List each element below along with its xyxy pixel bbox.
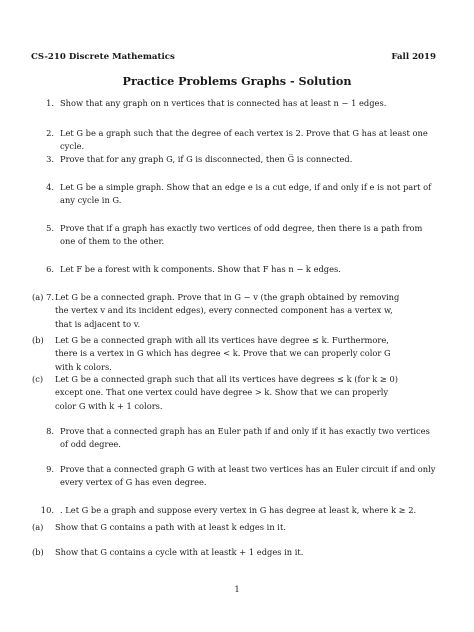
problem-text: Let G be a simple graph. Show that an edge e is a cut edge, if and only if e is not part of any cycle in G. — [60, 182, 432, 206]
problem-text: Prove that a connected graph has an Euler path if and only if it has exactly two vertices of odd degree. — [60, 426, 430, 450]
part-text: Let G be a connected graph. Prove that in G − v (the graph obtained by removing the vertex v and its incident edges), every connected component has a vertex w, that is adjacent to v. — [55, 292, 400, 329]
problem-text: Let F be a forest with k components. Show that F has n − k edges. — [60, 264, 341, 274]
part-text: Let G be a connected graph such that all its vertices have degrees ≤ k (for k ≥ 0) except one. That one vertex could have degree > k. Show that we can properly color G with k + 1 colors. — [55, 374, 398, 411]
problem-number: 7. — [46, 292, 54, 302]
problem-3 — [30, 153, 440, 166]
part-label: (a) — [32, 292, 44, 302]
document-title: Practice Problems Graphs - Solution — [122, 74, 352, 88]
part-label: (c) — [32, 374, 44, 384]
course-name: CS-210 Discrete Mathematics — [31, 52, 175, 62]
page-number: 1 — [234, 584, 240, 594]
problem-text: Prove that for any graph G, if G is disconnected, then G̅ is connected. — [60, 154, 353, 164]
problem-number: 2. — [46, 128, 54, 138]
problem-text: Show that any graph on n vertices that is connected has at least n − 1 edges. — [60, 98, 387, 108]
problem-number: 10. — [40, 505, 54, 515]
problem-9 — [30, 463, 440, 490]
problem-10b — [30, 546, 410, 559]
problem-number: 3. — [46, 154, 54, 164]
problem-7b — [30, 334, 410, 374]
problem-1 — [30, 97, 440, 110]
problem-text: . Let G be a graph and suppose every vertex in G has degree at least k, where k ≥ 2. — [60, 505, 417, 515]
problem-number: 8. — [46, 426, 54, 436]
problem-text: Let G be a graph such that the degree of each vertex is 2. Prove that G has at least one cycle. — [60, 128, 428, 152]
page-header — [31, 52, 436, 62]
part-text: Show that G contains a path with at least k edges in it. — [55, 522, 286, 532]
part-label: (a) — [32, 522, 44, 532]
problem-8 — [30, 425, 440, 452]
problem-number: 4. — [46, 182, 54, 192]
problem-number: 6. — [46, 264, 54, 274]
problem-7a — [30, 291, 410, 331]
problem-5 — [30, 222, 440, 249]
problem-7c — [30, 373, 410, 413]
problem-2 — [30, 127, 440, 154]
part-text: Let G be a connected graph with all its vertices have degree ≤ k. Furthermore, there is a vertex in G which has degree < k. Prove that we can properly color G with k colors. — [55, 335, 391, 372]
problem-4 — [30, 181, 440, 208]
problem-number: 1. — [46, 98, 54, 108]
part-text: Show that G contains a cycle with at leastk + 1 edges in it. — [55, 547, 304, 557]
problem-number: 5. — [46, 223, 54, 233]
problem-10 — [30, 504, 440, 517]
part-label: (b) — [32, 335, 44, 345]
part-label: (b) — [32, 547, 44, 557]
problem-10a — [30, 521, 410, 534]
problem-6 — [30, 263, 440, 276]
problem-text: Prove that a connected graph G with at least two vertices has an Euler circuit if and only every vertex of G has even degree. — [60, 464, 436, 488]
problem-text: Prove that if a graph has exactly two vertices of odd degree, then there is a path from one of them to the other. — [60, 223, 423, 247]
term: Fall 2019 — [391, 52, 436, 62]
problem-number: 9. — [46, 464, 54, 474]
